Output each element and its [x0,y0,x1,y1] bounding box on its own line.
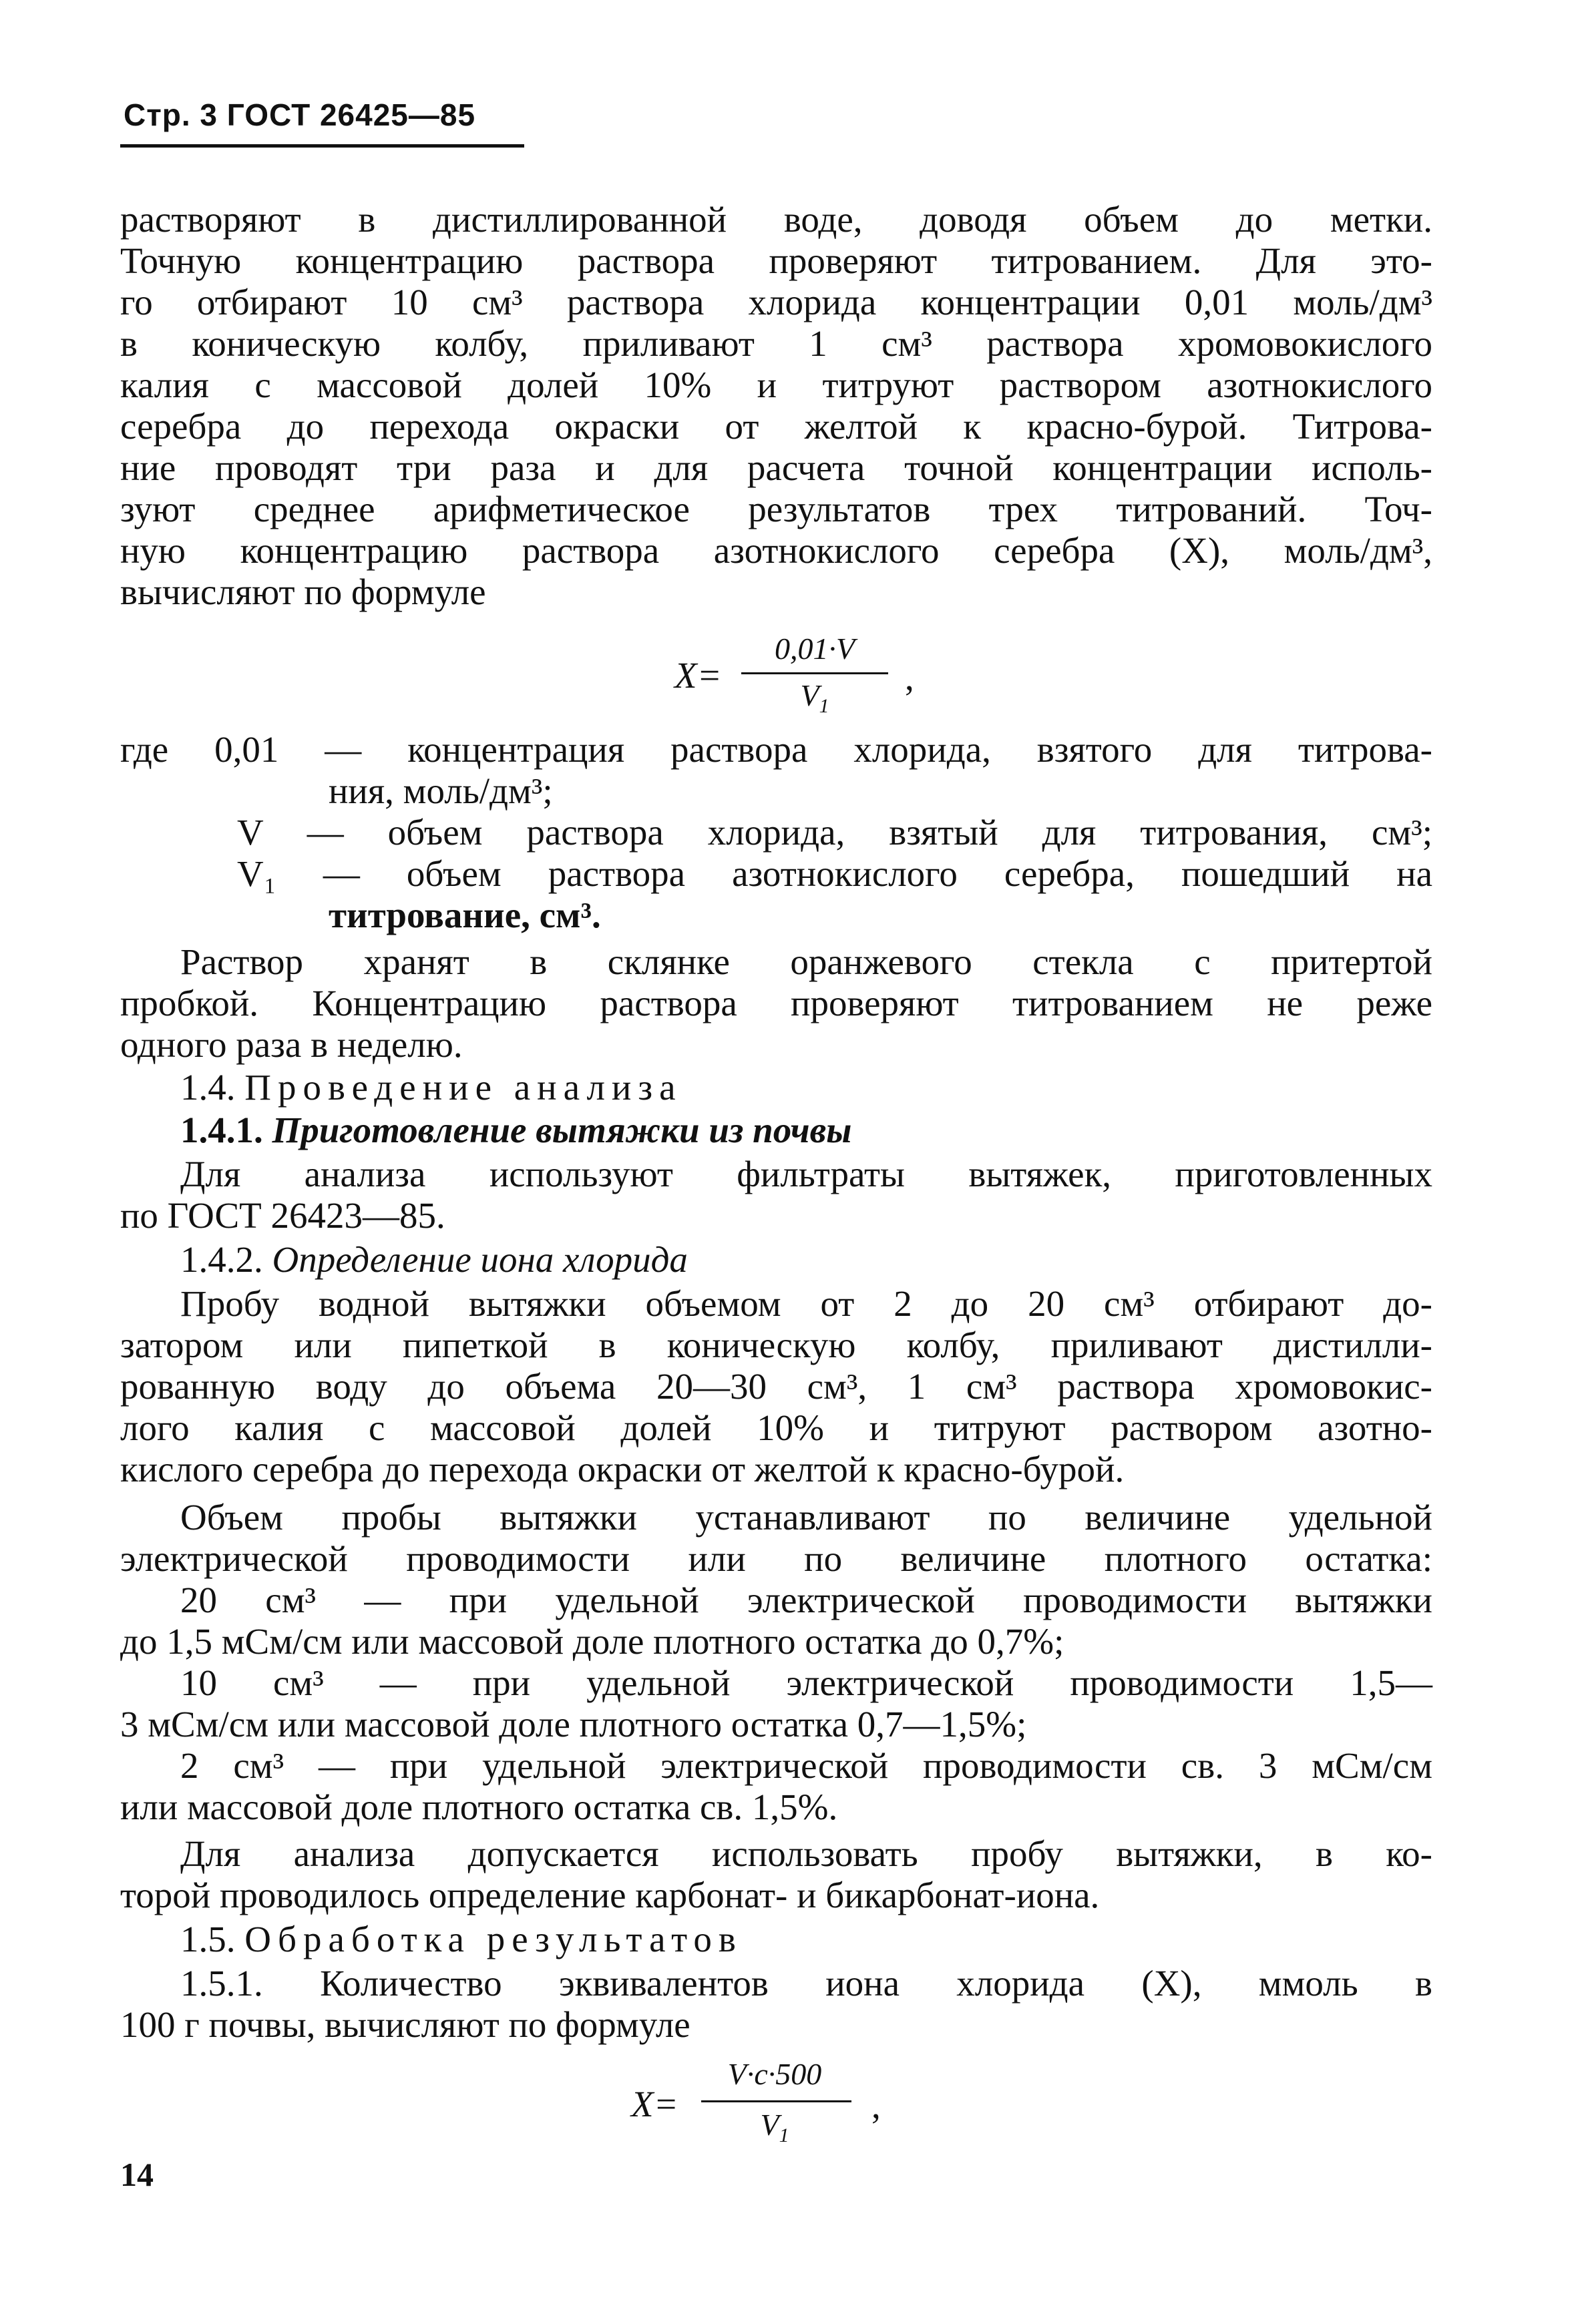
formula-numerator: 0,01·V [774,632,855,666]
text-line: Для анализа используют фильтраты вытяжек, приготовленных [180,1154,1432,1194]
section-number: 1.4.2. [180,1239,263,1280]
text-line: затором или пипеткой в коническую колбу, приливают дистилли- [120,1325,1432,1365]
page-number: 14 [120,2156,154,2193]
text-line: ние проводят три раза и для расчета точной концентрации исполь- [120,447,1432,488]
section-number: 1.5. [180,1919,236,1959]
where-line: где 0,01 — концентрация раствора хлорида, взятого для титрова- [120,729,1432,770]
where-line: V — объем раствора хлорида, взятый для титрования, см³; [237,812,1432,853]
where-line: ния, моль/дм³; [329,770,553,811]
text-line: 20 см³ — при удельной электрической проводимости вытяжки [180,1580,1432,1620]
text-line: рованную воду до объема 20—30 см³, 1 см³ раствора хромовокис- [120,1366,1432,1407]
text-line: одного раза в неделю. [120,1024,463,1065]
running-header: Стр. 3 ГОСТ 26425—85 [124,97,476,132]
header-rule [120,144,524,148]
section-title: Проведение анализа [244,1067,682,1108]
text-line: до 1,5 мСм/см или массовой доле плотного остатка до 0,7%; [120,1621,1064,1662]
text-line: Пробу водной вытяжки объемом от 2 до 20 см³ отбирают до- [180,1283,1432,1324]
section-heading-1-4-1 [180,1110,851,1151]
where-line: титрование, см³. [329,895,601,935]
fraction-bar [741,672,888,674]
section-number: 1.4.1. [180,1110,263,1150]
section-heading-1-4-2 [180,1239,688,1281]
text-line: в коническую колбу, приливают 1 см³ раствора хромовокислого [120,323,1432,364]
text-line: пробкой. Концентрацию раствора проверяют титрованием не реже [120,983,1432,1023]
section-title: Определение иона хлорида [272,1239,688,1280]
section-title: Обработка результатов [244,1919,743,1959]
text-line: Объем пробы вытяжки устанавливают по величине удельной [180,1497,1432,1538]
formula-lhs: X= [631,2084,678,2124]
formula-lhs: X= [674,655,722,696]
section-number: 1.4. [180,1067,236,1108]
section-title: Приготовление вытяжки из почвы [272,1110,852,1150]
text-line: 10 см³ — при удельной электрической проводимости 1,5— [180,1662,1432,1703]
text-line: Точную концентрацию раствора проверяют титрованием. Для это- [120,240,1432,281]
text-line: Для анализа допускается использовать пробу вытяжки, в ко- [180,1833,1432,1874]
formula-concentration [674,631,955,731]
text-line: торой проводилось определение карбонат- и бикарбонат-иона. [120,1875,1100,1915]
formula-denominator: $V_1$ [760,2108,789,2147]
text-line: 3 мСм/см или массовой доле плотного остатка 0,7—1,5%; [120,1704,1027,1745]
section-heading-1-4 [180,1067,682,1108]
formula-denominator: $V_1$ [800,678,829,718]
fraction-bar [701,2100,851,2102]
text-line: зуют среднее арифметическое результатов трех титрований. Точ- [120,489,1432,529]
text-line: 1.5.1. Количество эквивалентов иона хлорида (X), ммоль в [180,1963,1432,2004]
text-line: го отбирают 10 см³ раствора хлорида концентрации 0,01 моль/дм³ [120,282,1432,322]
text-line: ную концентрацию раствора азотнокислого серебра (X), моль/дм³, [120,530,1432,571]
section-heading-1-5 [180,1919,743,1960]
text-line: кислого серебра до перехода окраски от желтой к красно-бурой. [120,1449,1125,1489]
text-line: или массовой доле плотного остатка св. 1,5%. [120,1787,838,1827]
formula-comma: , [871,2085,881,2126]
text-line: по ГОСТ 26423—85. [120,1195,445,1236]
text-line: Раствор хранят в склянке оранжевого стекла с притертой [180,941,1432,982]
text-line: растворяют в дистиллированной воде, доводя объем до метки. [120,199,1432,240]
formula-comma: , [905,657,914,698]
text-line: 100 г почвы, вычисляют по формуле [120,2004,691,2045]
text-line: серебра до перехода окраски от желтой к красно-бурой. Титрова- [120,406,1432,447]
where-line: V₁ — объем раствора азотнокислого серебра, пошедший на [237,853,1432,894]
formula-chloride [631,2056,925,2156]
text-line: электрической проводимости или по величине плотного остатка: [120,1538,1432,1579]
text-line: вычисляют по формуле [120,571,486,612]
text-line: лого калия с массовой долей 10% и титруют раствором азотно- [120,1407,1432,1448]
text-line: калия с массовой долей 10% и титруют раствором азотнокислого [120,365,1432,405]
formula-numerator: V·c·500 [727,2057,822,2091]
text-line: 2 см³ — при удельной электрической проводимости св. 3 мСм/см [180,1745,1432,1786]
